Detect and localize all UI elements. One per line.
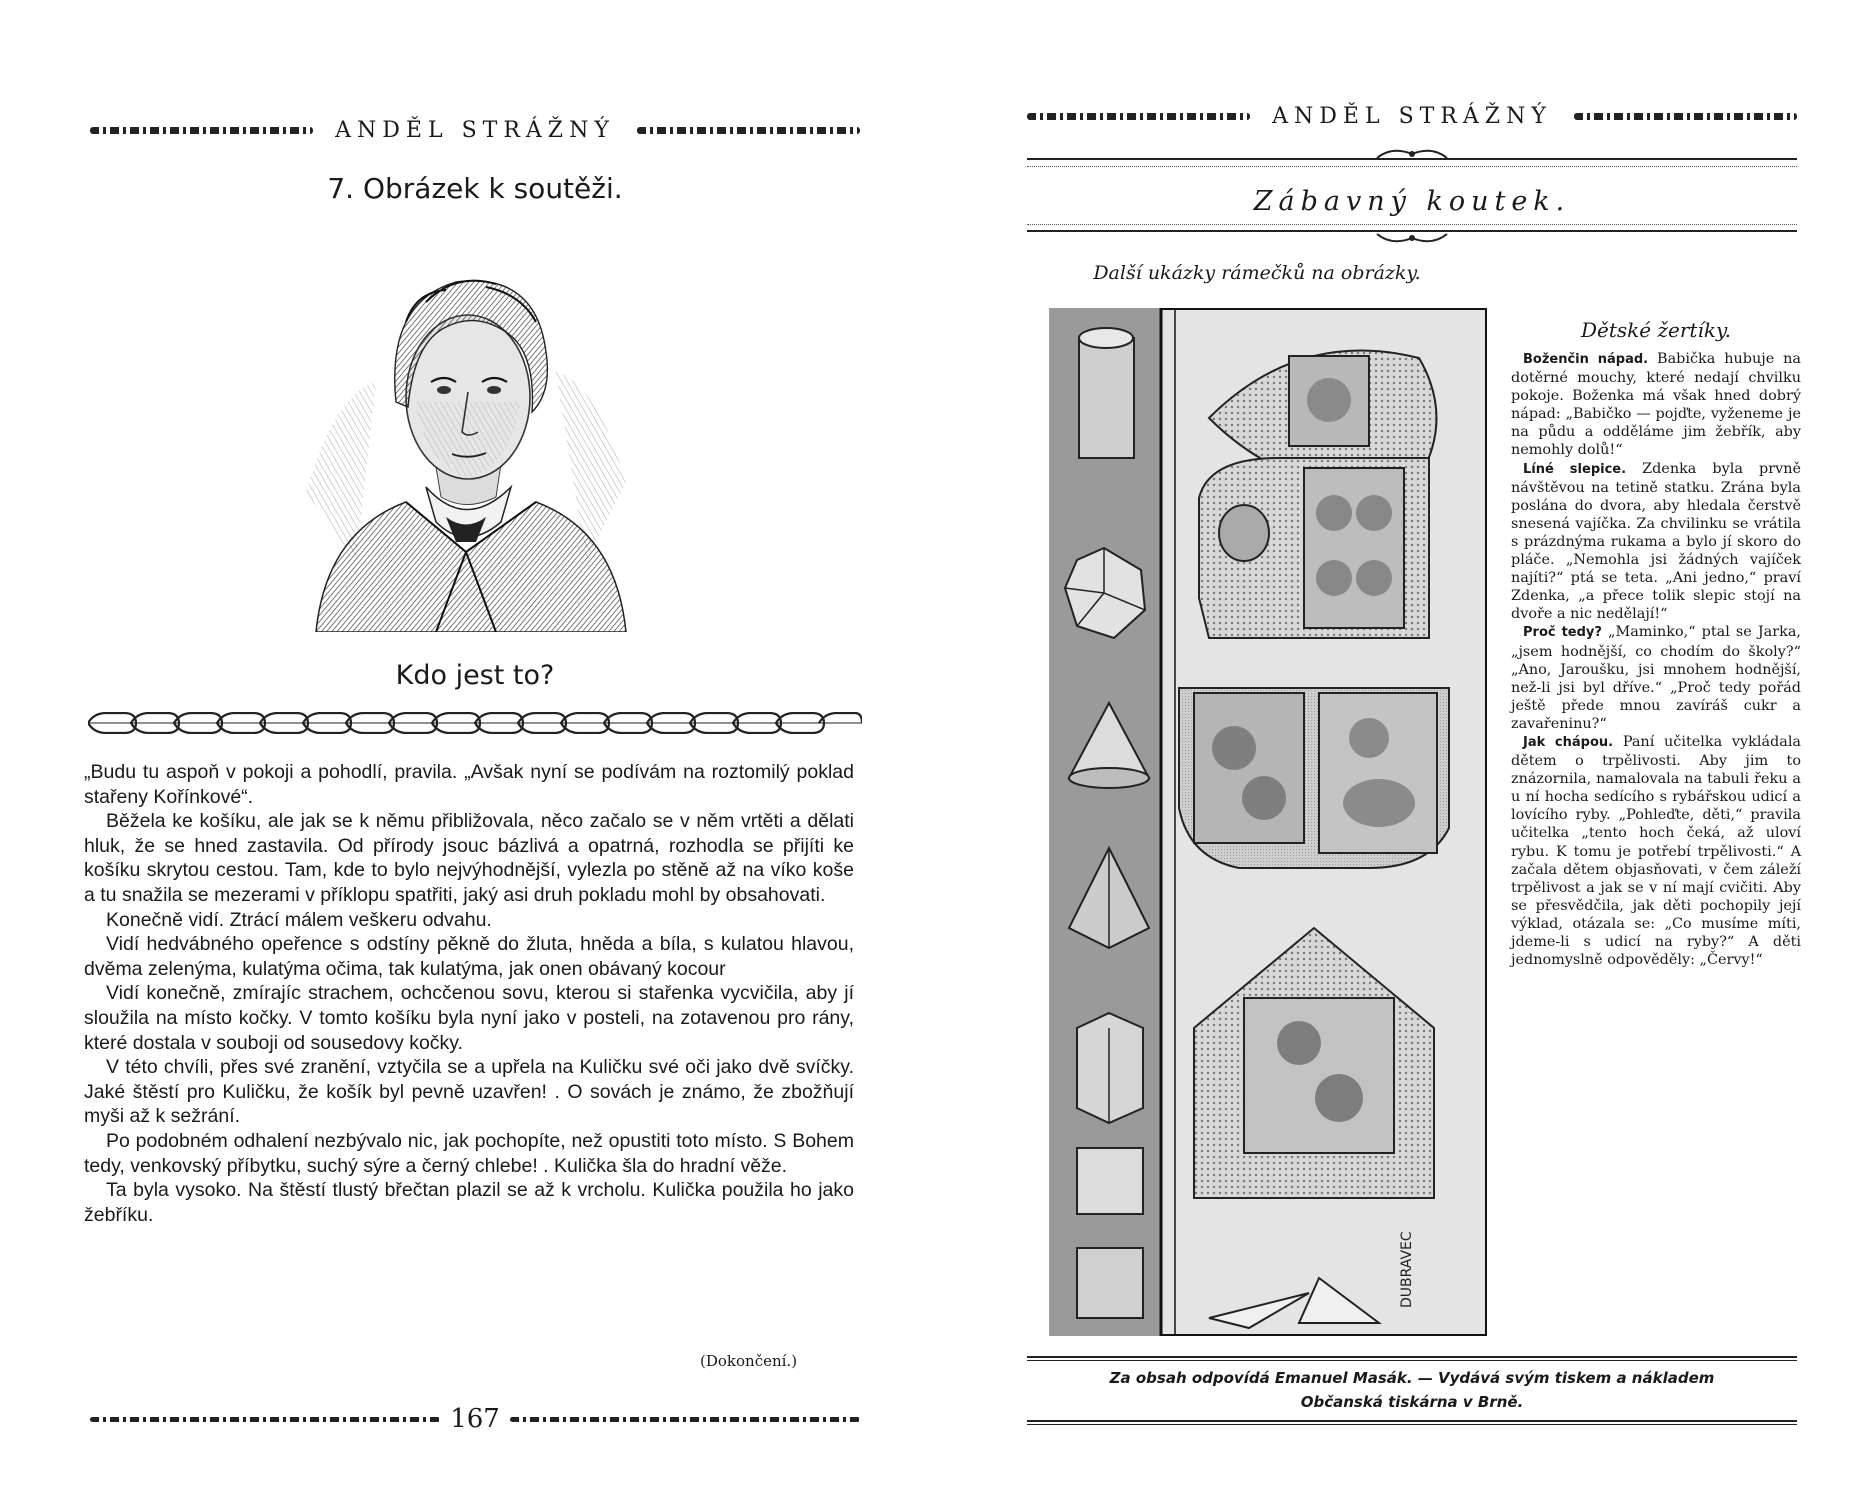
- imprint-line: Občanská tiskárna v Brně.: [1300, 1393, 1524, 1411]
- illustration-signature: DUBRAVEC: [1399, 1231, 1415, 1308]
- ornament-line-right: [510, 1417, 860, 1422]
- ornament-line-left: [90, 127, 313, 134]
- story-text: [84, 760, 854, 1227]
- page-number: 167: [450, 1404, 500, 1434]
- story-paragraph: Vidí hedvábného opeřence s odstíny pěkně do žluta, hněda a bíla, s kulatou hlavou, dvěma zelenýma, kulatýma očima, tak kulatýma, jak onen obávaný kocour: [84, 933, 854, 980]
- rule-line: [1027, 1360, 1797, 1361]
- joke-item: [1511, 623, 1801, 733]
- ornament-line-left: [90, 1417, 440, 1422]
- continued-note: (Dokončení.): [700, 1352, 798, 1370]
- contest-title: 7. Obrázek k soutěži.: [327, 172, 623, 205]
- joke-item: [1511, 733, 1801, 969]
- story-paragraph: Po podobném odhalení nezbývalo nic, jak pochopíte, než opustiti toto místo. S Bohem tedy, venkovský příbytku, suchý sýre a černý chlebe! . Kulička šla do hradní věže.: [84, 1129, 854, 1177]
- rule-line: [1027, 1420, 1797, 1422]
- ornament-line-left: [1027, 113, 1250, 120]
- joke-title: Boženčin nápad.: [1523, 352, 1649, 367]
- story-paragraph: „Budu tu aspoň v pokoji a pohodlí, pravila. „Avšak nyní se podívám na roztomilý poklad stařeny Kořínkové“.: [84, 761, 854, 808]
- rule-line: [1027, 158, 1797, 160]
- running-head: [90, 118, 860, 143]
- imprint: [1027, 1366, 1797, 1414]
- joke-text: Zdenka byla prvně návštěvou na tetině statku. Zrána byla poslána do dvora, aby hledala čerstvě snesená vajíčka. Za chvilinku se vrátila s prázdnýma rukama a bylo jí skoro do pláče. „Nemohla jsi žádných vajíček najíti?“ ptá se teta. „Ani jedno,“ praví Zdenka, „a přece tolik slepic stojí na dvoře a nic nedělají!“: [1511, 460, 1801, 623]
- section-title: Zábavný koutek.: [1253, 186, 1571, 217]
- story-paragraph: Běžela ke košíku, ale jak se k němu přibližovala, něco začalo se v něm vrtěti a dělati hluk, že se hned zastavila. Od přírody jsouc bázlivá a opatrná, rozhodla se přijíti ke košíku skrytou cestou. Tam, kde to bylo nejvýhodnější, vylezla po stěně až na víko koše a tu snažila se mezerami v příklopu spatřiti, jaký asi druh pokladu mohl by obsahovati.: [84, 810, 854, 906]
- frames-illustration: [1049, 308, 1487, 1336]
- joke-item: [1511, 460, 1801, 624]
- dotted-rule: [1027, 224, 1797, 225]
- page-footer: [90, 1404, 860, 1434]
- joke-text: „Maminko,“ ptal se Jarka, „jsem hodnější, co chodím do školy?“ „Ano, Jaroušku, jsi mnohem hodnější, než-li jsi byl dříve.“ „Proč tedy pořád ještě přede mnou zavíráš cukr a zavařeninu?“: [1511, 624, 1801, 732]
- story-paragraph: Vidí konečně, zmírajíc strachem, ochcčenou sovu, kterou si stařenka vycvičila, aby jí sloužila na místo kočky. V tomto košíku byla nyní jako v posteli, na zotavenou pro rány, které dostala v souboji od sousedovy kočky.: [84, 982, 854, 1054]
- rule-line: [1027, 1424, 1797, 1425]
- dotted-rule: [1027, 166, 1797, 167]
- joke-title: Proč tedy?: [1523, 625, 1602, 641]
- illustration-caption: Další ukázky rámečků na obrázky.: [1093, 262, 1421, 284]
- portrait-engraving: [296, 232, 636, 632]
- chain-ornament: [88, 712, 862, 734]
- jokes-title: Dětské žertíky.: [1581, 318, 1731, 342]
- joke-title: Jak chápou.: [1523, 734, 1614, 750]
- ornament-line-right: [1574, 113, 1797, 120]
- running-head-title: ANDĚL STRÁŽNÝ: [1272, 104, 1552, 129]
- imprint-line: Za obsah odpovídá Emanuel Masák. — Vydává svým tiskem a nákladem: [1109, 1369, 1715, 1387]
- joke-text: Babička hubuje na dotěrné mouchy, které nedají chvilku pokoje. Boženka má však hned dobrý nápad: „Babičko — pojďte, vyženeme je na půdu a odděláme jim žebřík, aby nemohly dolů!“: [1511, 351, 1801, 459]
- ornament-line-right: [637, 127, 860, 134]
- joke-title: Líné slepice.: [1523, 461, 1627, 477]
- story-paragraph: Konečně vidí. Ztrácí málem veškeru odvahu.: [106, 908, 492, 931]
- flourish-ornament: [1372, 232, 1452, 246]
- running-head: [1027, 104, 1797, 129]
- story-paragraph: V této chvíli, přes své zranění, vztyčila se a upřela na Kuličku své oči jako dvě svíčky. Jaké štěstí pro Kuličku, že košík byl pevně uzavřen! . O sovách je známo, že zbožňují myši až k sežrání.: [84, 1056, 854, 1128]
- jokes-column: [1511, 350, 1801, 969]
- question-caption: Kdo jest to?: [395, 660, 555, 691]
- rule-line: [1027, 1356, 1797, 1358]
- story-paragraph: Ta byla vysoko. Na štěstí tlustý břečtan plazil se až k vrcholu. Kulička použila ho jako žebříku.: [84, 1179, 854, 1226]
- running-head-title: ANDĚL STRÁŽNÝ: [335, 118, 615, 143]
- right-page: [931, 0, 1862, 1500]
- joke-item: [1511, 350, 1801, 460]
- joke-text: Paní učitelka vykládala dětem o trpělivosti. Aby jim to znázornila, namalovala na tabuli řeku a u ní hocha sedícího s rybářskou udicí a lovícího ryby. „Pohleďte, děti,“ pravila učitelka „tento hoch čeká, až uloví rybu. K tomu je potřebí trpělivosti.“ A začala dětem objasňovati, v čem záleží trpělivost a jak se v ní mají cvičiti. Aby se přesvědčila, jak děti pochopily její výklad, otázala se: „Co musíme míti, jdeme-li s udicí na ryby?“ A děti jednomyslně odpověděly: „Červy!“: [1511, 733, 1801, 969]
